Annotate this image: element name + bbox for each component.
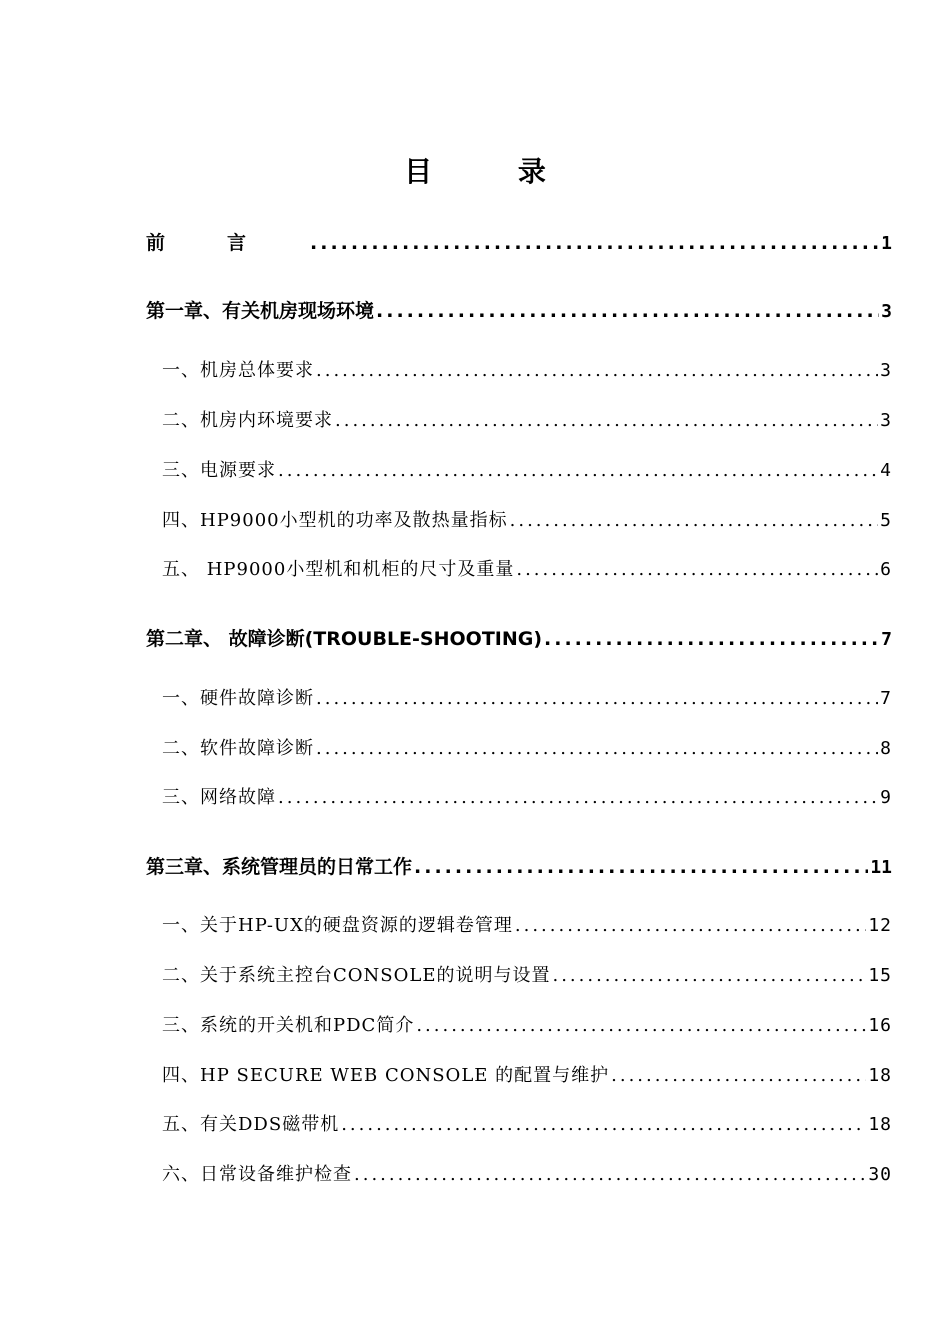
toc-page-number: 15: [868, 965, 892, 986]
toc-entry-label: 四、HP SECURE WEB CONSOLE 的配置与维护: [162, 1065, 610, 1086]
toc-entry-section[interactable]: [162, 734, 892, 760]
page-title: 目 录: [404, 155, 584, 188]
toc-entry-section[interactable]: [162, 356, 892, 382]
toc-page-number: 3: [880, 360, 892, 381]
toc-entry-label: 一、硬件故障诊断: [162, 688, 314, 709]
toc-entry-section[interactable]: [162, 1061, 892, 1087]
dot-leader: [414, 856, 868, 878]
toc-entry-label: 二、机房内环境要求: [162, 410, 333, 431]
dot-leader: [341, 1114, 866, 1135]
toc-entry-label: 六、日常设备维护检查: [162, 1164, 352, 1185]
dot-leader: [316, 360, 878, 381]
toc-entry-label: 五、 HP9000小型机和机柜的尺寸及重量: [162, 559, 515, 580]
toc-page-number: 18: [868, 1114, 892, 1135]
dot-leader: [416, 1015, 866, 1036]
toc-page-number: 6: [880, 559, 892, 580]
dot-leader: [515, 915, 866, 936]
dot-leader: [310, 232, 879, 254]
dot-leader: [316, 738, 878, 759]
toc-entry-section[interactable]: [162, 506, 892, 532]
toc-entry-label: 三、网络故障: [162, 787, 276, 808]
dot-leader: [278, 460, 878, 481]
toc-entry-label: 二、软件故障诊断: [162, 738, 314, 759]
dot-leader: [316, 688, 878, 709]
dot-leader: [354, 1164, 866, 1185]
toc-page-number: 11: [870, 857, 892, 878]
toc-entry-section[interactable]: [162, 684, 892, 710]
toc-page-number: 1: [881, 233, 892, 254]
toc-page-number: 18: [868, 1065, 892, 1086]
toc-page-number: 9: [880, 787, 892, 808]
toc-page-number: 16: [868, 1015, 892, 1036]
dot-leader: [278, 787, 878, 808]
toc-page-number: 3: [880, 410, 892, 431]
toc-page-number: 12: [868, 915, 892, 936]
toc-page-number: 8: [880, 738, 892, 759]
toc-entry-preface[interactable]: [146, 228, 892, 255]
toc-entry-label: 二、关于系统主控台CONSOLE的说明与设置: [162, 965, 551, 986]
toc-entry-label: 一、机房总体要求: [162, 360, 314, 381]
dot-leader: [510, 510, 879, 531]
toc-entry-label: 三、系统的开关机和PDC简介: [162, 1015, 415, 1036]
toc-entry-section[interactable]: [162, 783, 892, 809]
dot-leader: [552, 965, 866, 986]
toc-page-number: 7: [881, 629, 892, 650]
toc-entry-section[interactable]: [162, 911, 892, 937]
toc-entry-section[interactable]: [162, 1110, 892, 1136]
toc-entry-label: 五、有关DDS磁带机: [162, 1114, 340, 1135]
toc-entry-section[interactable]: [162, 1011, 892, 1037]
toc-entry-label: 第二章、 故障诊断(TROUBLE-SHOOTING): [146, 628, 543, 650]
toc-page-number: 30: [868, 1164, 892, 1185]
toc-page-number: 5: [880, 510, 892, 531]
toc-entry-label: 前言: [146, 232, 309, 254]
toc-entry-label: 第一章、有关机房现场环境: [146, 300, 375, 322]
dot-leader: [376, 300, 879, 322]
dot-leader: [516, 559, 878, 580]
toc-page-number: 4: [880, 460, 892, 481]
toc-page-number: 7: [880, 688, 892, 709]
toc-entry-chapter-2[interactable]: [146, 624, 892, 651]
toc-entry-section[interactable]: [162, 456, 892, 482]
toc-entry-label: 第三章、系统管理员的日常工作: [146, 856, 413, 878]
toc-entry-section[interactable]: [162, 406, 892, 432]
dot-leader: [335, 410, 878, 431]
toc-entry-label: 四、HP9000小型机的功率及散热量指标: [162, 510, 508, 531]
toc-entry-section[interactable]: [162, 1160, 892, 1186]
toc-entry-label: 一、关于HP-UX的硬盘资源的逻辑卷管理: [162, 915, 513, 936]
toc-entry-section[interactable]: [162, 555, 892, 581]
toc-entry-chapter-3[interactable]: [146, 852, 892, 879]
toc-entry-label: 三、电源要求: [162, 460, 276, 481]
toc-entry-section[interactable]: [162, 961, 892, 987]
dot-leader: [544, 628, 879, 650]
dot-leader: [611, 1065, 866, 1086]
toc-page-number: 3: [881, 301, 892, 322]
toc-entry-chapter-1[interactable]: [146, 296, 892, 323]
